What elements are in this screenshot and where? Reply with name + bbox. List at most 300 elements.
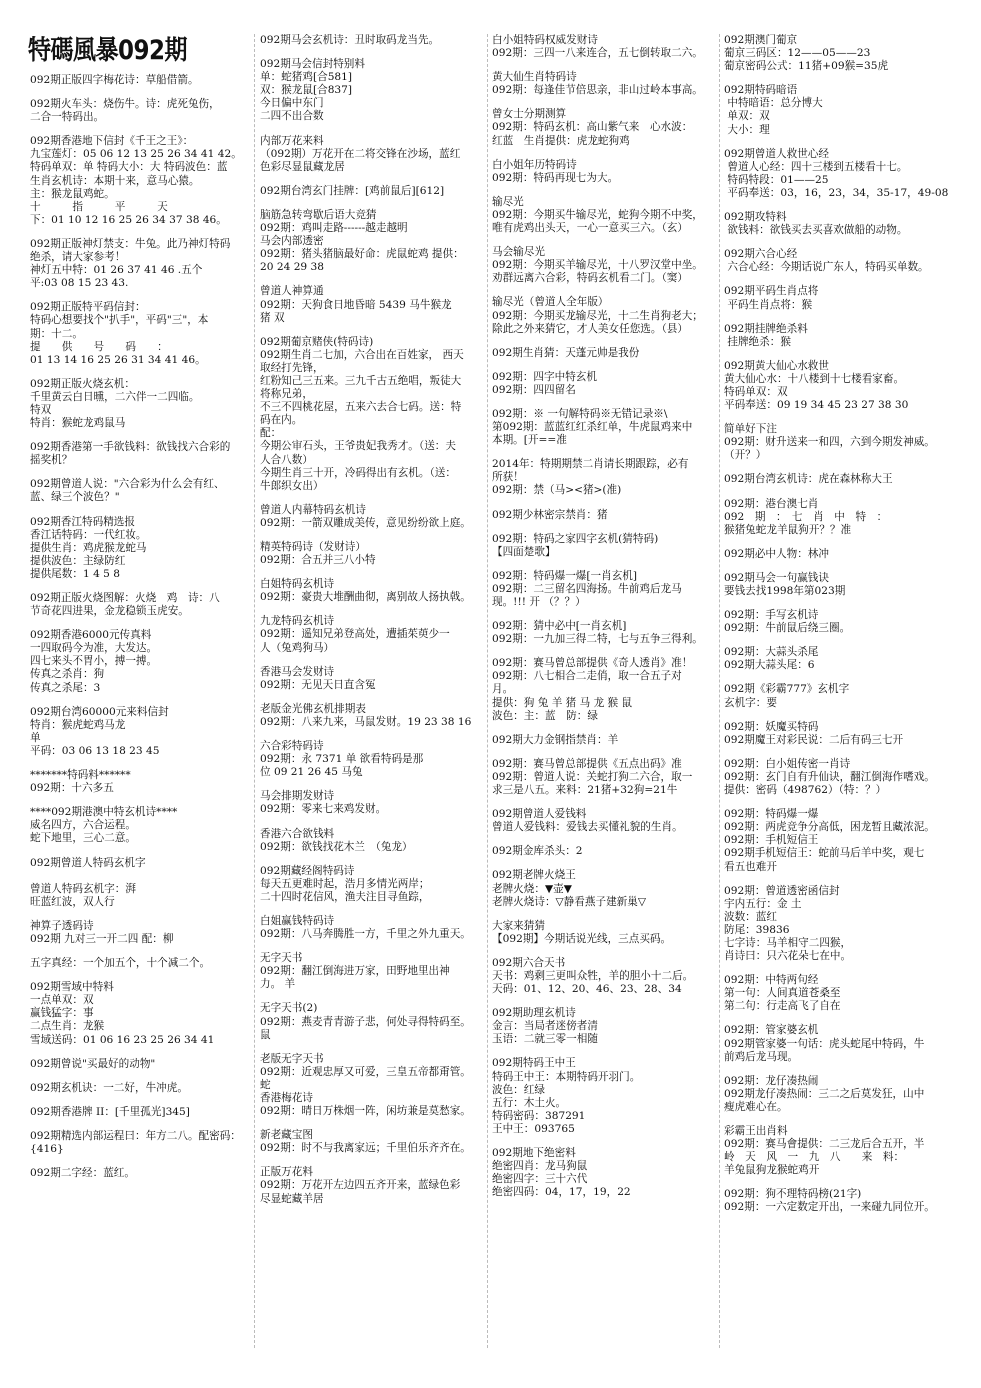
block-line: 宇内五行：金 土 [724,897,802,910]
block-line: 蛇 [260,1078,271,1091]
block-line: 二四不出合数 [260,110,324,123]
block-line: 092期：特码玄机：高山紫气来 心水波： [492,121,693,134]
block-heading: 092期必中人物：林冲 [724,547,829,560]
block-heading: 2014年：特期期禁二肖请长期跟踪，必有 [492,458,689,471]
block-line: 旺蓝红波，双人行 [30,895,115,908]
block-heading: 五字真经：一个加五个，十个减二个。 [30,957,211,970]
text-block [724,248,960,274]
text-block [724,360,960,412]
block-heading: 092期马会信封特别料 [260,58,365,71]
text-block [492,734,716,747]
block-heading: 092期：管家婆玄机 [724,1024,819,1037]
text-block [724,646,960,672]
block-heading: 曾道人神算通 [260,285,324,298]
block-line [30,870,248,883]
block-heading: 简单好下注 [724,423,777,436]
block-line: 单双：双 [724,110,770,123]
block-line: 六合心经：今期话说广东人，特码买单数。 [724,261,929,274]
block-line: 092期：一六定数定开出，一来碰九同位开。 [724,1201,935,1214]
block-line: 092期：八马奔腾胜一方，千里之外九重天。 [260,928,471,941]
block-heading: 092期二字经：蓝红。 [30,1167,135,1180]
text-block [260,1053,482,1118]
block-line: 所获！ [492,471,524,484]
block-line: 092期魔王对彩民说：二后有码三七开 [724,733,904,746]
block-heading: 092期：龙仔凑热闹 [724,1074,819,1087]
text-block [724,211,960,237]
block-line: 092期：零来七来鸡发财。 [260,803,387,816]
block-heading: 092期曾道人说："六合彩为什么会有红、 [30,478,225,491]
block-line: 092期：今期买牛输尽光，蛇狗今期不中奖， [492,208,703,221]
block-line: 摇奖机？ [30,454,73,467]
block-line: 下：01 10 12 16 25 26 34 37 38 46。 [30,213,227,226]
block-heading: 白小姐特码权威发财诗 [492,34,598,46]
column-divider [487,34,488,1348]
block-line: 特码密码：387291 [492,1109,586,1122]
block-line: 092期：今期买羊输尽光，十八罗汉堂中坐。 [492,259,703,272]
page-title: 特碼風暴092期 [28,36,188,66]
block-line: 提供：密码（498762）（特：？） [724,784,887,797]
text-block [260,740,482,779]
block-heading: 092期香港第一手欲钱料：欲钱找六合彩的 [30,441,231,454]
block-line: 092期：四四留名 [492,383,576,396]
text-block [260,615,482,654]
block-line: 传真之杀肖：狗 [30,668,105,681]
text-block [30,98,248,124]
block-line: 猪 双 [260,311,285,324]
text-block [30,478,248,504]
text-block [260,578,482,604]
block-line: 码在内。 [260,414,303,427]
block-heading: 092期六合心经 [724,248,798,261]
block-line: 四七来头不胃小，搏一搏。 [30,655,158,668]
block-line: 人合八数） [260,453,313,466]
block-line: 前鸡后龙马现。 [724,1050,799,1063]
block-heading: 092期：四字中特玄机 [492,370,597,383]
block-line: 092期：遥知兄弟登高处，遭插茱萸少一 [260,628,450,641]
block-heading: 092期：赛马曾总部提供《五点出码》准 [492,757,682,770]
block-line: 【四面楚歌】 [492,545,556,558]
block-line: 月。 [492,683,514,696]
block-line: 092期：八七相合二走俏，取一合五子对 [492,670,682,683]
block-heading: 092期平码生肖点将 [724,285,819,298]
block-heading: 092期玄机诀：一二好，牛冲虎。 [30,1081,188,1094]
block-line: 老牌火烧诗：▽静看燕子建新巢▽ [492,895,647,908]
block-heading: 092期香港牌 II：[千里孤光]345] [30,1105,190,1118]
text-block [492,1007,716,1046]
text-block [724,683,960,709]
text-block [260,58,482,123]
block-line: 要钱去找1998年第023期 [724,585,846,597]
block-heading: 092期：特码爆一爆 [724,808,819,821]
text-block [260,504,482,530]
block-line: 092期：无见天日直含冤 [260,678,376,691]
block-heading: 无字天书(2) [260,1002,318,1015]
block-line: 特码特段：01——25 [724,173,829,186]
block-line: 防尾：39836 [724,923,790,936]
text-block [492,957,716,996]
block-line: 蓝、绿三个波色？" [30,491,120,504]
block-heading: 092期挂牌绝杀料 [724,322,808,335]
block-line: 092期管家婆一句话：虎头蛇尾中特码，牛 [724,1037,925,1050]
text-block [492,246,716,285]
block-heading: 092期《彩霸777》玄机字 [724,683,850,696]
text-block [492,845,716,858]
block-line: 092期：特码再现七为大。 [492,171,619,184]
block-heading: 092期：手写玄机诗 [724,609,819,622]
block-heading: 092期曾道人救世心经 [724,147,829,160]
block-line: 092期：近观忠厚又可爱，三皇五帝都甭管。 [260,1065,471,1078]
column-2 [260,34,482,1380]
block-line: 不三不四桃花屋，五来六去合七码。送：特 [260,401,462,414]
block-line: 第二句：行走高飞了自在 [724,1000,841,1013]
block-heading: 092期少林密宗禁肖：猪 [492,508,608,521]
text-block [30,1058,248,1071]
column-divider [254,34,255,1348]
block-heading: 092期特码王中王 [492,1057,576,1070]
block-heading: 092期攻特料 [724,211,787,224]
block-heading: 092期：港台澳七肖 [724,497,819,510]
block-heading: 曾女士分期测算 [492,108,567,121]
text-block [30,238,248,290]
block-heading: 092期台湾60000元来料信封 [30,705,169,718]
text-block [724,974,960,1013]
text-block [30,135,248,227]
text-block [492,71,716,97]
block-line: 力。 羊 [260,978,296,991]
text-block [724,808,960,873]
block-heading: 092期：妖魔买特码 [724,720,819,733]
text-block [260,915,482,941]
text-block [260,1129,482,1155]
block-line: 特肖：猴虎蛇鸡马龙 [30,718,126,731]
text-block [492,620,716,646]
block-line: 天书：鸡剩三更叫众牲，羊的胆小十二后。 [492,969,694,982]
text-block [492,108,716,147]
block-line: 九宝莲灯：05 06 12 13 25 26 34 41 42。 [30,148,242,161]
block-heading: 老版金光佛玄机排期表 [260,702,366,715]
block-line: 092期：二三留名四海扬。牛前鸡后龙马 [492,582,682,595]
block-heading: 092期香港地下信封《千王之王》： [30,135,194,148]
block-line: 092期：万花开左边四五齐开来，蓝绿色彩 [260,1179,461,1192]
block-line: 特码单双：双 [724,385,788,398]
text-block [260,336,482,493]
text-block [30,629,248,694]
text-block [260,865,482,904]
block-line: 曾道人爱钱料：爱钱去买懂礼貌的生肖。 [492,821,683,834]
block-heading: 092期助理玄机诗 [492,1007,576,1020]
block-line: 092期：财升送来一和四，六到今期发神威。 [724,436,935,449]
block-heading: 092期金库杀头：2 [492,845,583,858]
block-line: 092期：一箭双雕成美传，意见纷纷欲上庭。 [260,516,471,529]
block-line: 岭 天 风 一 九 八 来 料： [724,1151,905,1164]
block-heading: 无字天书 [260,952,303,965]
block-line: 波数：蓝红 [724,910,777,923]
block-heading: 092期特码暗语 [724,84,798,97]
block-heading: 马会排期发财诗 [260,790,335,803]
text-block [492,920,716,946]
column-1 [30,34,248,1380]
text-block [724,1188,960,1214]
block-heading: 092期：大蒜头杀尾 [724,646,819,659]
block-line: 生肖玄机诗：本期十来，意马心猿。 [30,174,200,187]
text-block [724,609,960,635]
block-line: 劝群远离六合彩，特码玄机看二门。（窦） [492,272,688,285]
block-line: 节奇花四进果，金龙稳锁玉虎安。 [30,605,189,618]
block-heading: 精英特码诗（发财诗） [260,541,366,553]
block-line: 提供尾数：1 4 5 8 [30,567,121,580]
text-block [30,1082,248,1095]
block-heading: 老版无字天书 [260,1052,324,1065]
block-line: 提供：狗 兔 羊 猪 马 龙 猴 鼠 [492,696,633,709]
block-line: 老牌火烧：▼壶▼ [492,882,572,895]
text-block [30,74,248,87]
block-line: 天码：01、12、20、46、23、28、34 [492,983,682,996]
text-block [30,857,248,909]
column-divider [719,34,720,1348]
text-block [260,1002,482,1041]
block-heading: 092期马会玄机诗：丑时取码龙当先。 [260,34,440,46]
block-line: 092期：翻江倒海进万家，田野地里出神 [260,965,450,978]
block-line: 玉语：二就三零一相随 [492,1033,598,1046]
block-line: 092期大蒜头尾：6 [724,659,815,672]
block-line: 092期：赛马會提供：二三龙后合五开，半 [724,1138,925,1151]
block-heading: 脑筋急转弯歇后语大竞猜 [260,208,377,221]
block-line: 092期生肖二七加，六合出在百姓家， 西天 [260,348,464,361]
block-line: 波色：红绿 [492,1083,545,1096]
block-line: 求三是八五。来料：21猪+32狗=21牛 [492,784,678,797]
block-heading: 白姐特码玄机诗 [260,578,335,591]
block-heading: 092期正版火烧玄机： [30,377,135,390]
block-heading: 092期：猜中必中[一肖玄机] [492,620,627,633]
text-block [30,706,248,758]
block-line: 今期生肖三十开，冷码得出有玄机。（送： [260,466,456,479]
block-line: 092期：牛前鼠后绕三圈。 [724,622,851,635]
block-line: 七字诗：马羊相守二四猴， [724,936,852,949]
block-line: 挂牌绝杀：猴 [724,335,791,348]
text-block [724,758,960,797]
text-block [260,952,482,991]
text-block [724,1125,960,1177]
column-3 [492,34,716,1380]
block-heading: 092期正版神灯禁支：牛兔。此乃神灯特码 [30,237,231,250]
block-heading: 092期正版四字梅花诗：草船借箭。 [30,74,199,86]
block-line: 曾道人特码玄机字：湃 [30,882,136,895]
block-line: 092期：八来九来，马鼠发财。19 23 38 16 [260,715,472,728]
block-line: （开？） [724,449,767,462]
text-block [492,408,716,447]
text-block [492,533,716,559]
text-block [492,371,716,397]
text-block [492,869,716,908]
block-line: 千里黄云白日曛，二六伴一二四临。 [30,390,200,403]
block-line: 平:03 08 15 23 43. [30,277,129,290]
block-line: 本期。[开==准 [492,434,567,447]
block-line: 大小：理 [724,123,770,136]
block-line: 黄大仙心水：十八楼到十七楼看家畜。 [724,372,905,385]
block-line: 【092期】今期话说光线，三点买码。 [492,932,672,945]
text-block [260,1166,482,1205]
block-line: 092期：十六多五 [30,782,114,795]
block-heading: 092期葡京赌侠(特码诗) [260,335,374,348]
block-line: 绝密四肖：龙马狗鼠 [492,1160,588,1173]
block-line: 092期龙仔凑热闹：三二之后莫发狂，山中 [724,1087,925,1100]
text-block [492,1057,716,1136]
block-heading: 092期曾道人爱钱料 [492,808,587,821]
text-block [724,473,960,486]
block-heading: 新老藏宝图 [260,1129,313,1142]
block-line: 第092期：蓝蓝红红杀红单，牛虎鼠鸡来中 [492,421,693,434]
block-line: 平码生肖点将：猴 [724,298,813,311]
block-line: 特肖：猴蛇龙鸡鼠马 [30,417,126,430]
block-line: 平码：03 06 13 18 23 45 [30,744,160,757]
text-block [30,301,248,366]
text-block [724,285,960,311]
text-block [260,209,482,274]
text-block [492,196,716,235]
text-block [260,828,482,854]
block-heading: 黄大仙生肖特码诗 [492,71,577,84]
block-line: 羊兔鼠狗龙猴蛇鸡开 [724,1164,820,1177]
block-line: 绝杀，请大家参考！ [30,251,126,264]
text-block [492,758,716,797]
block-heading: 092期生肖猜：天蓬元帅是我份 [492,346,640,359]
text-block [260,790,482,816]
block-line: 092期：晴日万株烟一阵，闲坊兼是莫愁家。 [260,1105,471,1118]
block-heading: 092期老牌火烧王 [492,869,576,882]
block-line: 鼠 [260,1028,271,1041]
text-block [492,570,716,609]
text-block [724,34,960,73]
block-line: 092期：永 7371 单 欲看特码是那 [260,753,424,766]
block-heading: *******特码料****** [30,769,131,782]
block-line: 二合一特码出。 [30,111,105,124]
block-heading: 092期：特码之家四字玄机(猜特码) [492,532,659,545]
block-line: 肖诗曰：只六花朵七在中。 [724,950,852,963]
block-line: 单：蛇猪鸡[合581] [260,71,353,84]
block-heading: 彩霸王出肖料 [724,1125,788,1137]
text-block [724,1024,960,1063]
block-heading: 092期：白小姐传密一肖诗 [724,757,851,770]
block-line: 金言：当局者迷傍者清 [492,1020,598,1033]
block-line: 尽显蛇藏羊居 [260,1192,324,1205]
text-block [30,1130,248,1156]
block-heading: 神算子透码诗 [30,919,94,932]
block-heading: 092期精选内部运程曰：年方二八。配密码： [30,1129,241,1142]
block-heading: 092期正版火烧图解：火烧 鸡 诗：八 [30,592,220,604]
text-block [260,185,482,198]
block-line: 092期：曾道人说：关蛇打狗二六合，取一 [492,770,693,783]
block-heading: 092期曾道人特码玄机字 [30,856,146,869]
block-line: 平码奉送：03，16，23，34，35-17，49-08 [724,186,949,199]
block-line: 瘦虎难心在。 [724,1100,788,1113]
block-line: 092期 九对三一开二四 配：柳 [30,932,174,945]
block-line: 中特暗语：总分博大 [724,97,823,110]
block-heading: 092期：中特两句经 [724,974,819,987]
block-line: 每天五更难时起，浩月多情光两岸； [260,877,430,890]
block-heading: 092期六合天书 [492,956,566,969]
block-heading: 大家来猜猜 [492,919,545,932]
block-heading: 092期曾说"买最好的动物" [30,1057,156,1070]
text-block [724,323,960,349]
block-line: 平码奉送：09 19 34 45 23 27 38 30 [724,399,909,412]
block-line: 牛郎织女出） [260,479,324,492]
block-heading: 九龙特码玄机诗 [260,615,335,628]
block-line: 人（兔鸡狗马） [260,641,335,654]
block-line: 期：十二。 [30,327,83,340]
text-block [260,703,482,729]
block-line: 除此之外来猜它，才人美女任您选。（县） [492,322,688,335]
block-heading: 092期台湾玄机诗：虎在森林称大王 [724,473,893,486]
text-block [492,509,716,522]
block-line: 主：猴龙鼠鸡蛇。 [30,187,115,200]
block-line: 092期：燕麦青青游子悲，何处寻得特码至。 [260,1015,471,1028]
block-heading: 092期：※ 一句解特码※无错记录※\ [492,407,668,420]
block-heading: 马会输尽光 [492,246,545,259]
block-heading: 香港六合欲钱料 [260,827,335,840]
text-block [724,721,960,747]
block-line: 第一句：人间真道苍桑至 [724,987,841,1000]
block-heading: 092期火车头：烧伤牛。诗：虎死兔伤， [30,98,220,111]
block-line: 马会内部透密 [260,235,324,248]
block-line: 一点单双：双 [30,994,94,1007]
block-line: 092期：禁（马><猪>(准) [492,484,622,497]
block-heading: 092期：狗不理特码榜(21字) [724,1188,862,1201]
block-heading: 092期藏经阁特码诗 [260,864,355,877]
text-block [492,159,716,185]
text-block [492,347,716,360]
block-line: 今日偏中东门 [260,97,324,110]
text-block [724,572,960,598]
block-line: 092期：今期买龙输尽光，十二生肖狗老大； [492,309,703,322]
block-heading: 内部万花来料 [260,134,324,147]
block-line: 五行：木土火。 [492,1096,567,1109]
text-block [492,34,716,60]
block-line: 提 供 号 码 ： [30,340,168,353]
block-line: 位 09 21 26 45 马兔 [260,766,363,779]
block-heading: 092期马会一句赢钱诀 [724,571,829,584]
block-line: 波色：主：蓝 防：绿 [492,709,598,722]
block-heading: 092期大力金钢指禁肖：羊 [492,733,619,746]
text-block [30,957,248,970]
block-line: 092期：豪贵大堆酬曲彻，离别故人扬执戟。 [260,591,471,604]
text-block [30,769,248,795]
block-line: 将称兄弟， [260,388,313,401]
block-line: 雪域送码：01 06 16 23 25 26 34 41 [30,1033,215,1046]
block-heading: 白小姐年历特码诗 [492,158,577,171]
block-line: 092期：欲钱找花木兰 （兔龙） [260,840,413,853]
block-line: 神灯五中特：01 26 37 41 46 .五个 [30,264,203,277]
block-heading: 092期：曾道透密函信封 [724,884,840,897]
block-line: 曾道人心经：四十三楼到五楼看十七。 [724,160,908,173]
block-line: 特码心想要找个"扒手"，平码"三"，本 [30,314,209,327]
block-line: 香港梅花诗 [260,1092,313,1104]
block-heading: 092期黄大仙心水救世 [724,359,829,372]
text-block [30,981,248,1046]
block-heading: 六合彩特码诗 [260,740,324,753]
text-block [492,458,716,497]
text-block [30,1106,248,1119]
block-line: 092期：手机短信王 [724,834,819,847]
block-line: 唯有虎鸡出头天，一心一意买三六。（玄） [492,222,688,235]
text-block [492,657,716,722]
block-heading: 092期：赛马曾总部提供《奇人透肖》准！ [492,657,693,670]
block-line: 葡京密码公式：11猪+09猴=35虎 [724,60,889,73]
text-block [724,885,960,964]
text-block [260,666,482,692]
text-block [30,1167,248,1180]
column-4 [724,34,960,1380]
block-line: 欲钱料：欲钱买去买喜欢做船的动物。 [724,224,908,237]
